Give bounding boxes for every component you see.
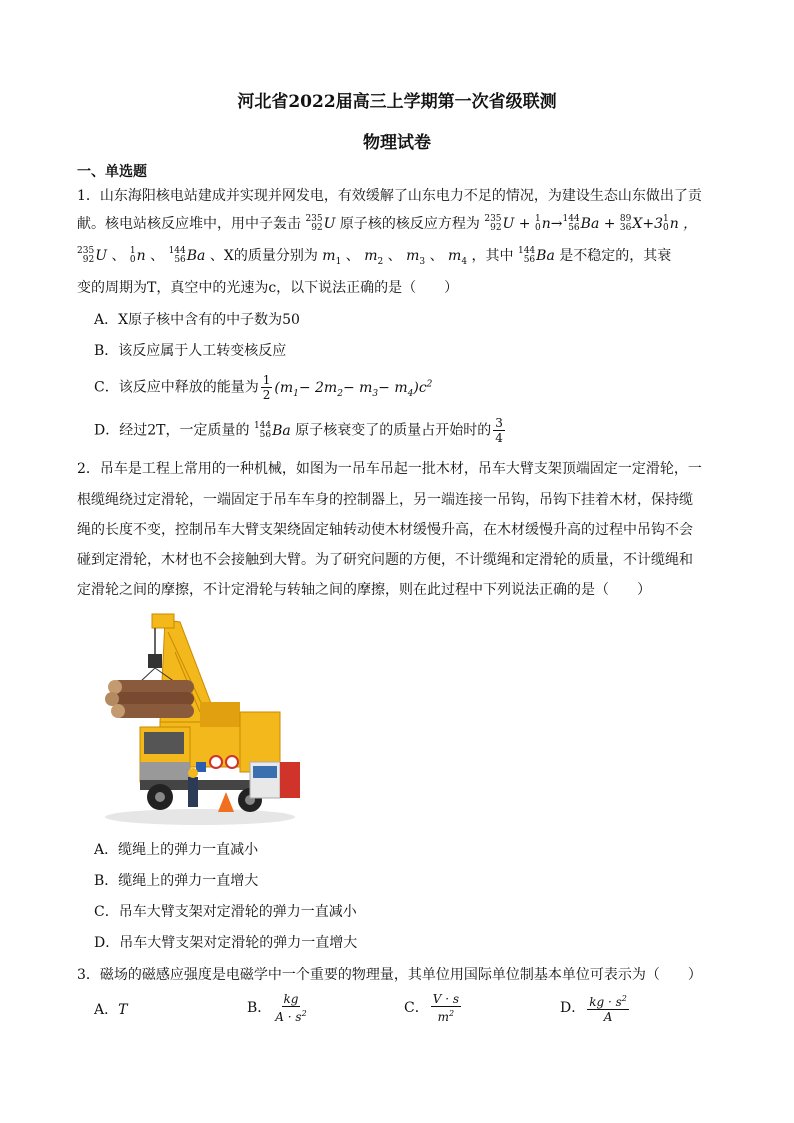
u235-symbol: 235 92 U: [305, 214, 336, 233]
q3-option-d[interactable]: D． $\frac{kg \cdot s^2}{A}$: [560, 994, 627, 1024]
q2-option-b[interactable]: B．缆绳上的弹力一直增大: [94, 873, 259, 889]
q1-line-4: 变的周期为T，真空中的光速为c，以下说法正确的是（ ）: [77, 280, 459, 296]
q3-option-b[interactable]: B． $\frac{kg}{A \cdot s^2}$: [247, 992, 307, 1024]
q1-option-c[interactable]: C．该反应中释放的能量为 $\frac{1}{2}$ $(m_1- 2m_2- m_3- m_4)c^2$: [94, 373, 433, 402]
section-heading: 一、单选题: [77, 164, 147, 180]
q1-line-1: 1．山东海阳核电站建成并实现并网发电，有效缓解了山东电力不足的情况，为建设生态山东做出了贡: [77, 188, 702, 204]
q2-option-c[interactable]: C．吊车大臂支架对定滑轮的弹力一直减小: [94, 904, 357, 920]
q2-option-d[interactable]: D．吊车大臂支架对定滑轮的弹力一直增大: [94, 935, 358, 951]
q3-option-c[interactable]: C． $\frac{V \cdot s}{m^2}$: [404, 992, 459, 1024]
reaction-equation: 235 92 U + 1 0 n→ 144 56 Ba + 89 36 X+3 1 0 n ，: [484, 214, 698, 233]
q2-option-a[interactable]: A．缆绳上的弹力一直减小: [94, 842, 259, 858]
q3-line: 3．磁场的磁感应强度是电磁学中一个重要的物理量，其单位用国际单位制基本单位可表示为（ ）: [77, 967, 702, 983]
q3-option-a[interactable]: A．T: [94, 1002, 128, 1018]
exam-title: 河北省2022届高三上学期第一次省级联测: [237, 92, 557, 112]
q2-line-5: 定滑轮之间的摩擦，不计定滑轮与转轴之间的摩擦，则在此过程中下列说法正确的是（ ）: [77, 582, 651, 598]
q2-line-2: 根缆绳绕过定滑轮，一端固定于吊车车身的控制器上，另一端连接一吊钩，吊钩下挂着木材，保持缆: [77, 492, 693, 508]
q2-line-1: 2．吊车是工程上常用的一种机械，如图为一吊车吊起一批木材，吊车大臂支架顶端固定一定滑轮，一: [77, 461, 702, 477]
q1-option-b[interactable]: B．该反应属于人工转变核反应: [94, 343, 287, 359]
q1-option-a[interactable]: A．X原子核中含有的中子数为50: [94, 312, 300, 328]
crane-truck-image: [100, 612, 300, 827]
q1-line-2: 献。核电站核反应堆中，用中子轰击 235 92 U 原子核的核反应方程为 235 92 U + 1 0 n→ 144 56 Ba + 89 36 X+3 1 0 n ，: [77, 214, 698, 233]
q1-line-3: 235 92 U 、 1 0 n 、 144 56 Ba 、X的质量分别为 $m_1$ 、 $m_2$ 、 $m_3$ 、 $m_4$ ，其中 144 56 Ba 是不稳定的，其衰: [77, 246, 672, 267]
exam-subtitle: 物理试卷: [363, 133, 431, 153]
q1-option-d[interactable]: D．经过2T，一定质量的 144 56 Ba 原子核衰变了的质量占开始时的 $\frac{3}{4}$: [94, 416, 503, 445]
q2-line-4: 碰到定滑轮，木材也不会接触到大臂。为了研究问题的方便，不计缆绳和定滑轮的质量，不计缆绳和: [77, 552, 693, 568]
q2-line-3: 绳的长度不变，控制吊车大臂支架绕固定轴转动使木材缓慢升高，在木材缓慢升高的过程中吊钩不会: [77, 522, 693, 538]
